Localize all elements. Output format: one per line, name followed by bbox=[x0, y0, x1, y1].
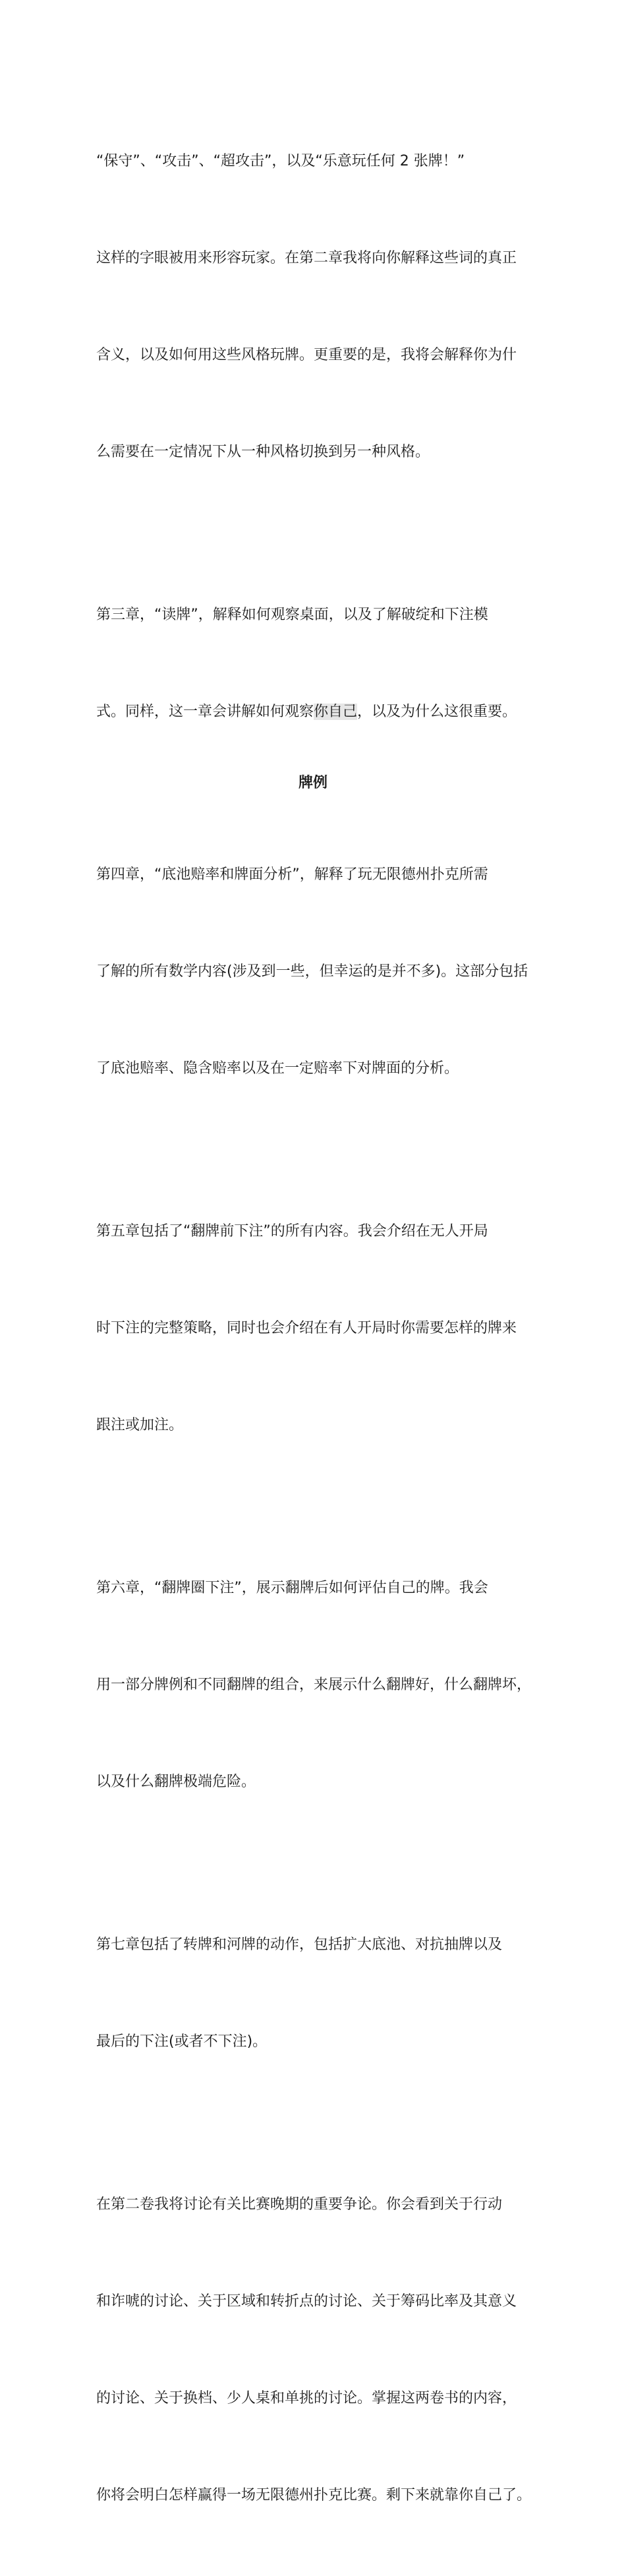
text-line: 了解的所有数学内容(涉及到一些，但幸运的是并不多)。这部分包括 bbox=[96, 963, 528, 980]
paragraph-chapter-6 bbox=[96, 1507, 544, 1863]
text-line: 时下注的完整策略，同时也会介绍在有人开局时你需要怎样的牌来 bbox=[96, 1320, 517, 1336]
paragraph-chapter-7 bbox=[96, 1864, 544, 2122]
text-line: 第七章包括了转牌和河牌的动作，包括扩大底池、对抗抽牌以及 bbox=[96, 1936, 503, 1953]
body-text bbox=[96, 80, 544, 2576]
paragraph-play-styles bbox=[96, 80, 544, 533]
text-line: 跟注或加注。 bbox=[96, 1417, 184, 1433]
text-line: 了底池赔率、隐含赔率以及在一定赔率下对牌面的分析。 bbox=[96, 1060, 459, 1077]
text-line: 么需要在一定情况下从一种风格切换到另一种风格。 bbox=[96, 444, 430, 460]
text-line: “保守”、“攻击”、“超攻击”，以及“乐意玩任何 2 张牌！” bbox=[96, 153, 465, 169]
section-heading: 牌例 bbox=[298, 775, 327, 791]
text-line: 的讨论、关于换档、少人桌和单挑的讨论。掌握这两卷书的内容， bbox=[96, 2390, 517, 2407]
text-segment: ，以及为什么这很重要。 bbox=[357, 704, 517, 720]
text-line: 你将会明白怎样赢得一场无限德州扑克比赛。剩下来就靠你自己了。 bbox=[96, 2487, 532, 2503]
text-line: 这样的字眼被用来形容玩家。在第二章我将向你解释这些词的真正 bbox=[96, 250, 517, 266]
text-line: 第五章包括了“翻牌前下注”的所有内容。我会介绍在无人开局 bbox=[96, 1223, 488, 1240]
paragraph-chapter-5 bbox=[96, 1151, 544, 1506]
text-line: 在第二卷我将讨论有关比赛晚期的重要争论。你会看到关于行动 bbox=[96, 2196, 503, 2213]
text-line: 以及什么翻牌极端危险。 bbox=[96, 1774, 256, 1790]
highlighted-text: 你自己 bbox=[314, 704, 358, 720]
text-line: 含义，以及如何用这些风格玩牌。更重要的是，我将会解释你为什 bbox=[96, 347, 517, 363]
text-line: 和诈唬的讨论、关于区域和转折点的讨论、关于筹码比率及其意义 bbox=[96, 2293, 517, 2310]
paragraph-chapter-4 bbox=[96, 794, 544, 1149]
text-line bbox=[96, 696, 544, 728]
paragraph-chapter-3 bbox=[96, 534, 544, 793]
paragraph-volume-2 bbox=[96, 2124, 544, 2576]
text-segment: 式。同样，这一章会讲解如何观察 bbox=[96, 704, 314, 720]
text-line: 用一部分牌例和不同翻牌的组合，来展示什么翻牌好，什么翻牌坏， bbox=[96, 1677, 532, 1693]
text-line: 第六章，“翻牌圈下注”，展示翻牌后如何评估自己的牌。我会 bbox=[96, 1580, 488, 1596]
text-line: 第三章，“读牌”，解释如何观察桌面，以及了解破绽和下注模 bbox=[96, 607, 488, 623]
text-line: 第四章，“底池赔率和牌面分析”，解释了玩无限德州扑克所需 bbox=[96, 866, 488, 883]
text-line: 最后的下注(或者不下注)。 bbox=[96, 2033, 268, 2050]
